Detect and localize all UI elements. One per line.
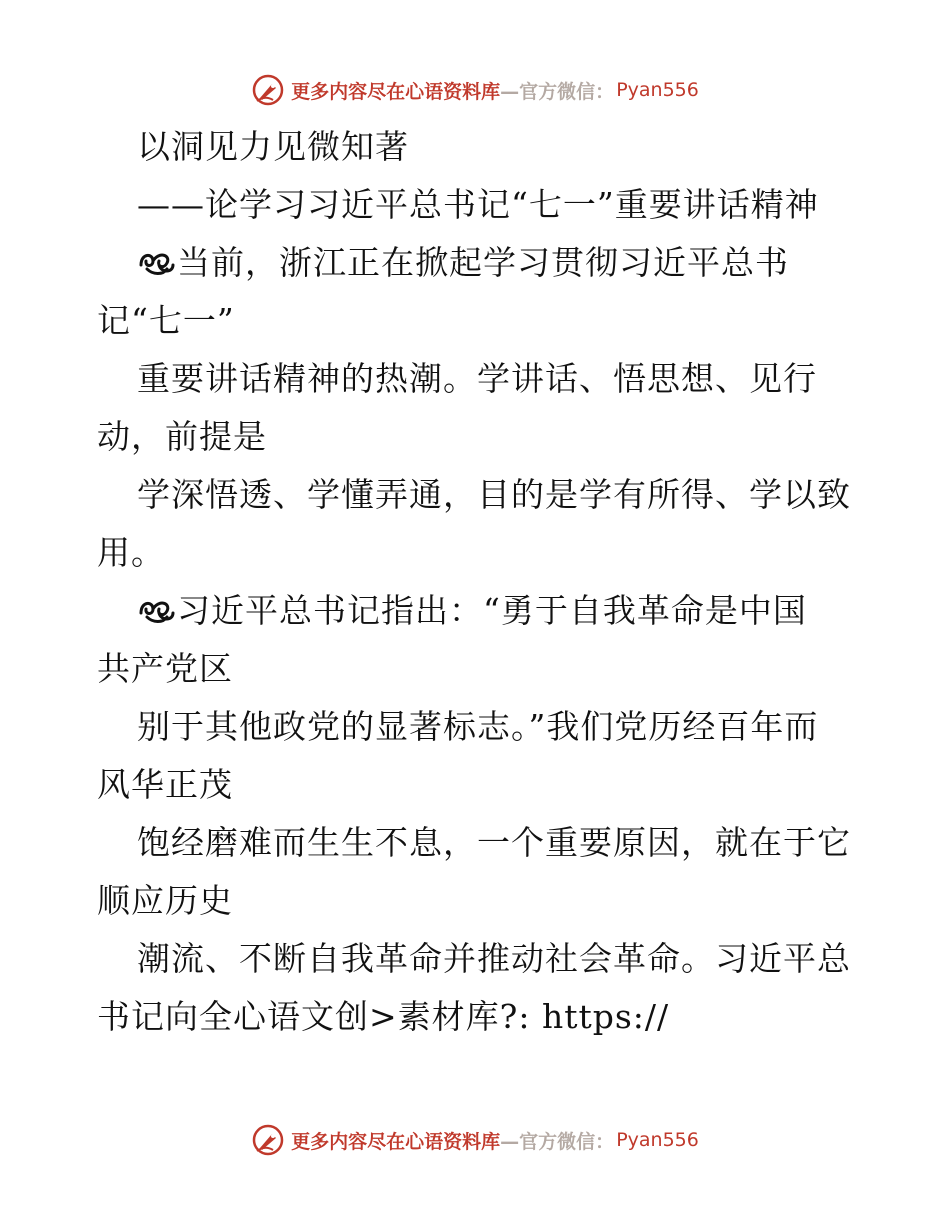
pen-nib-logo-icon	[251, 1123, 285, 1157]
header-banner	[0, 70, 950, 110]
paragraph-1-line-6: 用。	[97, 533, 165, 572]
paragraph-2-line-1-text: 习近平总书记指出：“勇于自我革命是中国	[177, 591, 807, 630]
header-wechat-id: Pyan556	[616, 79, 699, 101]
doc-title: 以洞见力见微知著	[137, 127, 409, 166]
paragraph-2-line-5: 饱经磨难而生生不息，一个重要原因，就在于它	[137, 823, 851, 862]
paragraph-1-line-1-text: 当前，浙江正在掀起学习贯彻习近平总书	[177, 243, 789, 282]
paragraph-1-line-2: 记“七一”	[97, 301, 235, 340]
footer-banner	[0, 1120, 950, 1160]
paragraph-2-line-2: 共产党区	[97, 649, 233, 688]
paragraph-2-line-4: 风华正茂	[97, 765, 233, 804]
paragraph-2-line-7: 潮流、不断自我革命并推动社会革命。习近平总	[137, 939, 851, 978]
document-body	[97, 118, 857, 1046]
pen-nib-logo-icon	[251, 73, 285, 107]
paragraph-1-line-1	[97, 234, 857, 292]
header-text: 更多内容尽在心语资料库	[291, 80, 501, 103]
footer-wechat-id: Pyan556	[616, 1129, 699, 1151]
floral-bullet-icon	[137, 247, 177, 277]
footer-text: 更多内容尽在心语资料库	[291, 1130, 501, 1153]
footer-separator: —官方微信：	[500, 1130, 615, 1153]
paragraph-1-line-4: 动，前提是	[97, 417, 267, 456]
paragraph-2-line-6: 顺应历史	[97, 881, 233, 920]
paragraph-2-line-1	[97, 582, 857, 640]
paragraph-2-line-3: 别于其他政党的显著标志。”我们党历经百年而	[137, 707, 819, 746]
doc-subtitle: ——论学习习近平总书记“七一”重要讲话精神	[137, 185, 819, 224]
paragraph-1-line-5: 学深悟透、学懂弄通，目的是学有所得、学以致	[137, 475, 851, 514]
paragraph-1-line-3: 重要讲话精神的热潮。学讲话、悟思想、见行	[137, 359, 817, 398]
paragraph-2-line-8: 书记向全心语文创>素材库?: https://	[97, 997, 670, 1036]
header-separator: —官方微信：	[500, 80, 615, 103]
floral-bullet-icon	[137, 595, 177, 625]
